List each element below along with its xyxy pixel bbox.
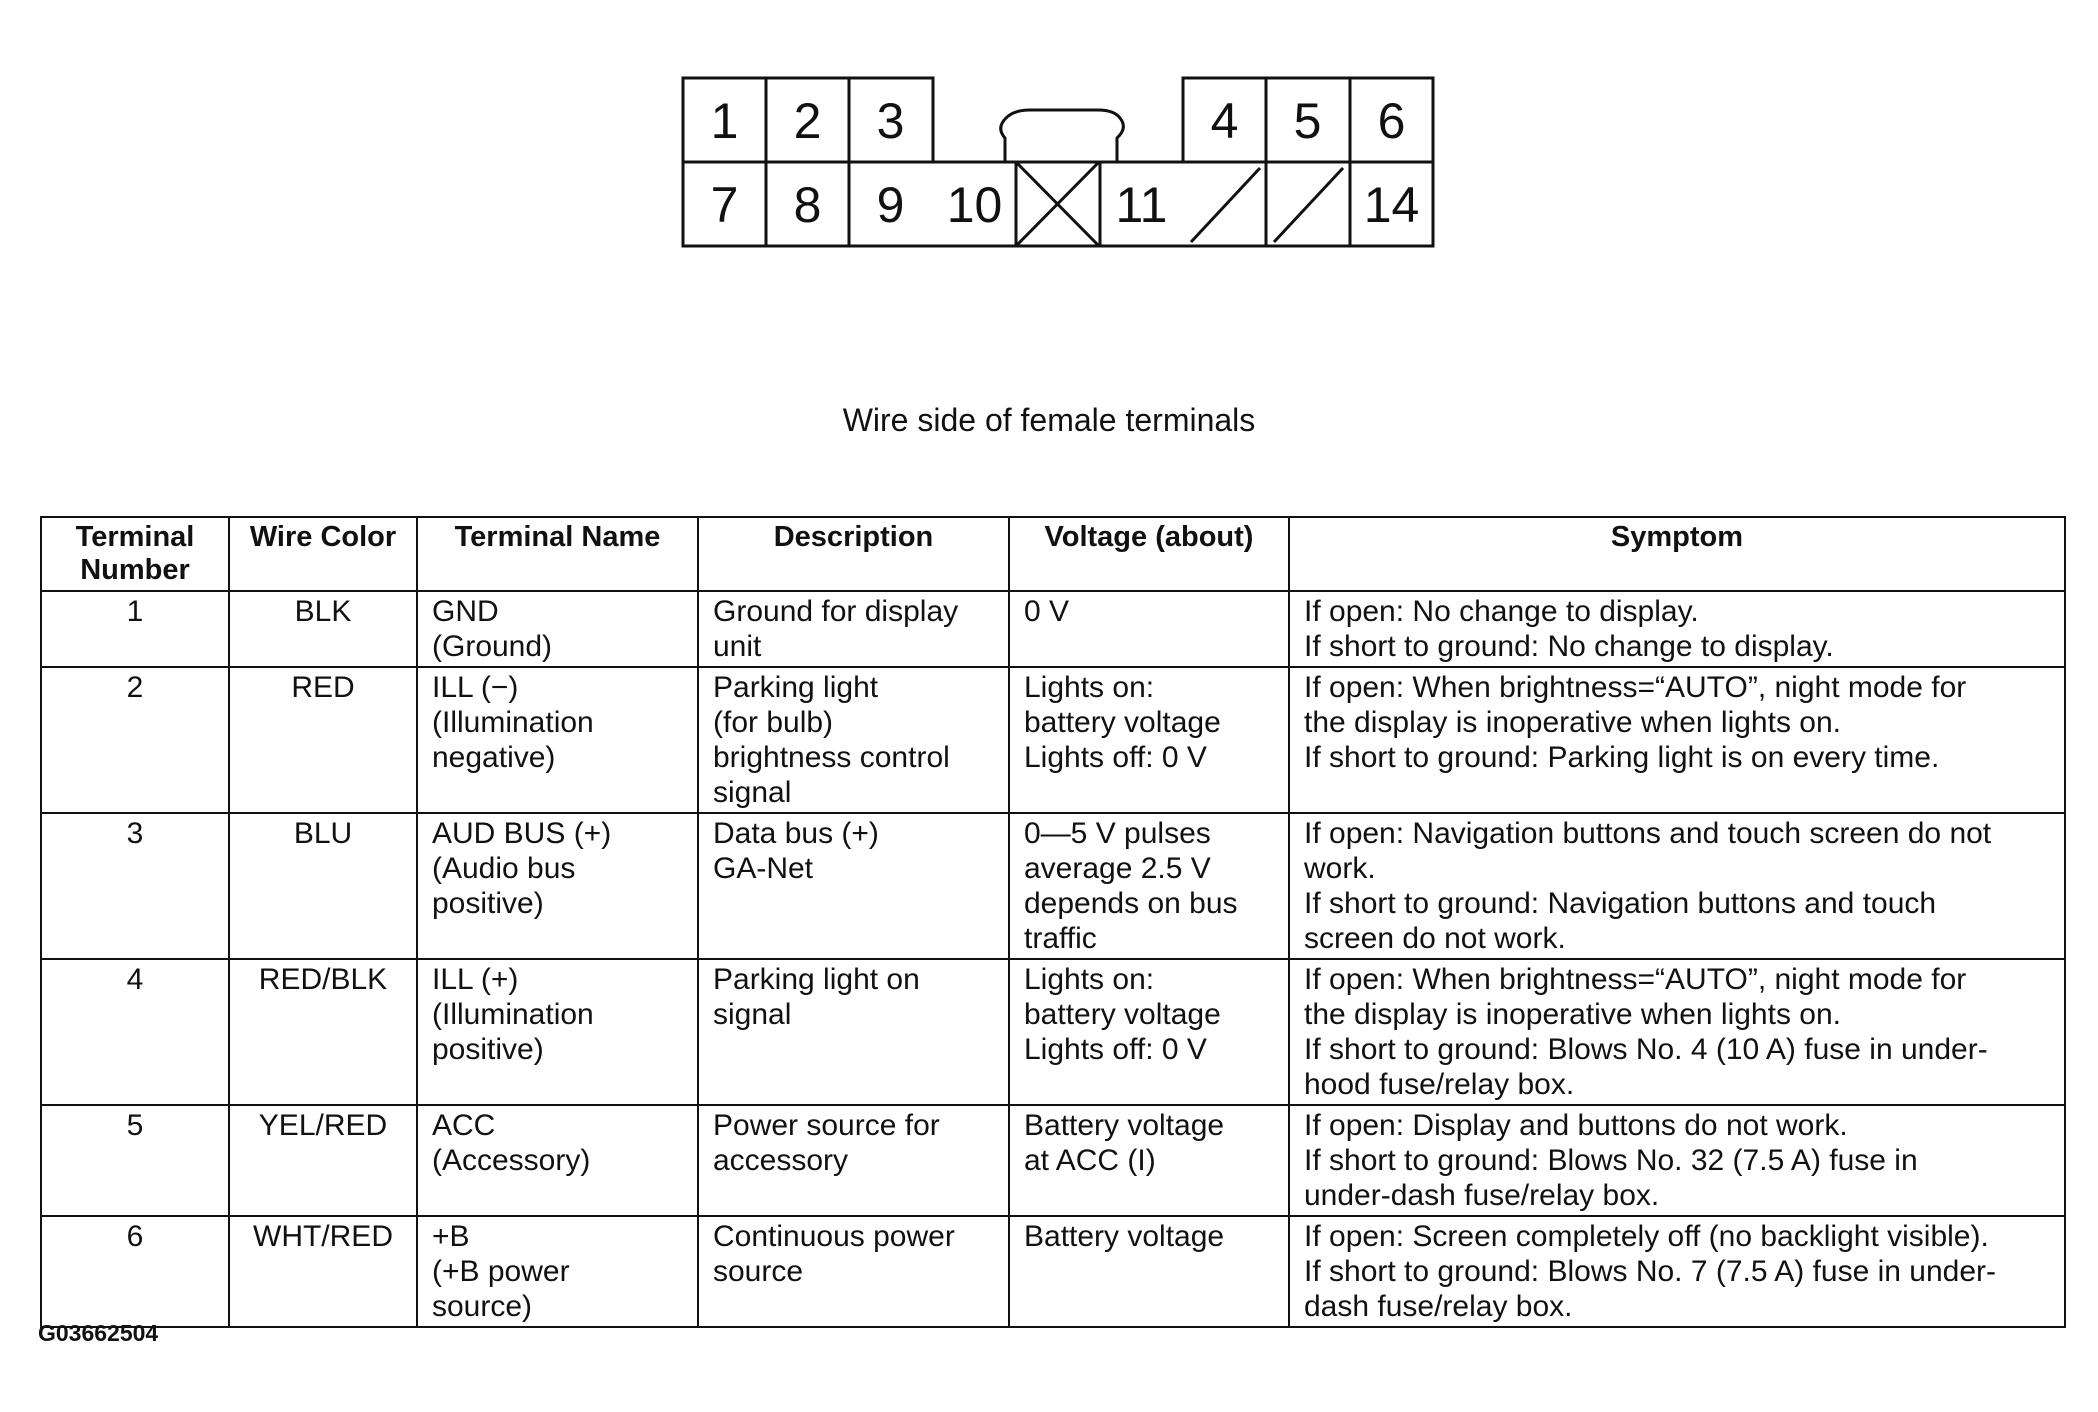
table-body (41, 591, 2065, 1327)
figure-code: G03662504 (38, 1320, 159, 1346)
cell-voltage-line: Lights on: (1024, 671, 1155, 704)
connector-latch (1001, 110, 1124, 162)
cell-wire-color: WHT/RED (229, 1216, 417, 1327)
cell-description (698, 1216, 1009, 1327)
cell-wire-color: RED/BLK (229, 959, 417, 1105)
cell-voltage-line: traffic (1024, 922, 1097, 955)
cell-wire-color: BLU (229, 813, 417, 959)
cell-voltage-line: Lights off: 0 V (1024, 1033, 1207, 1066)
cell-wire-color: RED (229, 667, 417, 813)
cell-symptom (1289, 959, 2065, 1105)
cell-terminal-name-line: (Audio bus (432, 852, 576, 885)
header-terminal-number (41, 517, 229, 591)
connector-caption: Wire side of female terminals (842, 402, 1256, 438)
table-row (41, 591, 2065, 667)
cell-symptom (1289, 667, 2065, 813)
cell-terminal-name-line: positive) (432, 887, 544, 920)
cell-terminal-name-line: source) (432, 1290, 533, 1323)
cell-description-line: Continuous power (713, 1220, 955, 1253)
connector-pin-7: 7 (710, 177, 739, 233)
table-row (41, 667, 2065, 813)
cell-voltage-line: Lights on: (1024, 963, 1155, 996)
connector-unused-cell-slash (1191, 168, 1260, 242)
cell-terminal-name-line: (Illumination (432, 998, 594, 1031)
cell-voltage-line: 0—5 V pulses (1024, 817, 1211, 850)
cell-description-line: Ground for display (713, 595, 959, 628)
cell-symptom-line: If open: Navigation buttons and touch screen do not (1304, 817, 1992, 850)
cell-voltage-line: Battery voltage (1024, 1109, 1225, 1142)
cell-terminal-number: 2 (41, 667, 229, 813)
header-voltage: Voltage (about) (1009, 517, 1289, 591)
cell-terminal-name-line: negative) (432, 741, 556, 774)
cell-voltage-line: battery voltage (1024, 998, 1221, 1031)
cell-description-line: Parking light (713, 671, 879, 704)
cell-symptom-line: If open: When brightness=“AUTO”, night mode for (1304, 963, 1967, 996)
header-terminal-number-line: Terminal (75, 521, 195, 553)
cell-description-line: GA-Net (713, 852, 814, 885)
cell-terminal-number: 1 (41, 591, 229, 667)
connector-pin-2: 2 (793, 93, 822, 149)
table-row (41, 1105, 2065, 1216)
cell-symptom-line: work. (1304, 852, 1376, 885)
cell-symptom-line: hood fuse/relay box. (1304, 1068, 1575, 1101)
header-symptom: Symptom (1289, 517, 2065, 591)
cell-terminal-name (417, 667, 698, 813)
cell-terminal-name-line: positive) (432, 1033, 544, 1066)
cell-terminal-number: 5 (41, 1105, 229, 1216)
table-row (41, 959, 2065, 1105)
connector-pin-3: 3 (876, 93, 905, 149)
terminal-table (40, 516, 2066, 1328)
table-row (41, 1216, 2065, 1327)
cell-symptom-line: If short to ground: Blows No. 4 (10 A) fuse in under- (1304, 1033, 1988, 1066)
cell-description-line: accessory (713, 1144, 849, 1177)
cell-description-line: signal (713, 998, 792, 1031)
cell-voltage-line: battery voltage (1024, 706, 1221, 739)
cell-terminal-name-line: +B (432, 1220, 470, 1253)
cell-voltage (1009, 591, 1289, 667)
cell-symptom-line: If open: No change to display. (1304, 595, 1699, 628)
cell-symptom (1289, 1105, 2065, 1216)
connector-unused-cell-slash (1274, 168, 1343, 242)
cell-description-line: (for bulb) (713, 706, 834, 739)
cell-terminal-name (417, 813, 698, 959)
cell-symptom-line: If short to ground: No change to display. (1304, 630, 1834, 663)
header-terminal-name: Terminal Name (417, 517, 698, 591)
connector-pin-1: 1 (710, 93, 739, 149)
cell-terminal-number: 4 (41, 959, 229, 1105)
cell-description-line: Data bus (+) (713, 817, 879, 850)
cell-description-line: Parking light on (713, 963, 920, 996)
cell-terminal-name-line: GND (432, 595, 499, 628)
cell-symptom-line: If short to ground: Blows No. 32 (7.5 A) fuse in (1304, 1144, 1918, 1177)
header-terminal-number-label (48, 521, 222, 587)
cell-symptom-line: under-dash fuse/relay box. (1304, 1179, 1660, 1212)
cell-terminal-name (417, 1216, 698, 1327)
cell-terminal-name-line: ILL (+) (432, 963, 519, 996)
cell-voltage (1009, 667, 1289, 813)
cell-symptom (1289, 813, 2065, 959)
cell-symptom-line: If open: Display and buttons do not work. (1304, 1109, 1848, 1142)
header-wire-color: Wire Color (229, 517, 417, 591)
cell-terminal-name (417, 959, 698, 1105)
connector-diagram (0, 0, 2098, 330)
cell-voltage (1009, 959, 1289, 1105)
cell-terminal-name-line: ILL (−) (432, 671, 519, 704)
header-description: Description (698, 517, 1009, 591)
cell-voltage-line: depends on bus (1024, 887, 1238, 920)
cell-symptom-line: the display is inoperative when lights on. (1304, 998, 1841, 1031)
connector-pin-11: 11 (1115, 177, 1168, 233)
cell-terminal-name-line: ACC (432, 1109, 496, 1142)
cell-symptom-line: If short to ground: Parking light is on every time. (1304, 741, 1940, 774)
cell-voltage-line: at ACC (I) (1024, 1144, 1156, 1177)
connector-pin-6: 6 (1377, 93, 1406, 149)
cell-description (698, 813, 1009, 959)
cell-terminal-name (417, 1105, 698, 1216)
table-row (41, 813, 2065, 959)
connector-pin-10: 10 (946, 177, 1003, 233)
cell-voltage (1009, 813, 1289, 959)
cell-terminal-name-line: (Ground) (432, 630, 553, 663)
cell-description-line: unit (713, 630, 762, 663)
connector-pin-4: 4 (1210, 93, 1239, 149)
cell-voltage-line: 0 V (1024, 595, 1070, 628)
cell-description-line: Power source for (713, 1109, 940, 1142)
cell-symptom-line: If open: When brightness=“AUTO”, night mode for (1304, 671, 1967, 704)
header-terminal-number-line: Number (80, 554, 190, 586)
cell-description (698, 667, 1009, 813)
connector-pin-9: 9 (876, 177, 905, 233)
cell-symptom-line: If short to ground: Blows No. 7 (7.5 A) fuse in under- (1304, 1255, 1997, 1288)
cell-terminal-number: 3 (41, 813, 229, 959)
cell-terminal-name-line: AUD BUS (+) (432, 817, 612, 850)
cell-voltage (1009, 1105, 1289, 1216)
cell-symptom-line: screen do not work. (1304, 922, 1566, 955)
cell-symptom-line: If short to ground: Navigation buttons and touch (1304, 887, 1937, 920)
cell-terminal-number: 6 (41, 1216, 229, 1327)
cell-terminal-name-line: (Accessory) (432, 1144, 591, 1177)
cell-symptom-line: the display is inoperative when lights on. (1304, 706, 1841, 739)
cell-symptom (1289, 1216, 2065, 1327)
connector-pin-5: 5 (1293, 93, 1322, 149)
cell-voltage-line: average 2.5 V (1024, 852, 1211, 885)
cell-terminal-name-line: (+B power (432, 1255, 570, 1288)
cell-voltage (1009, 1216, 1289, 1327)
cell-description-line: source (713, 1255, 804, 1288)
connector-pin-14: 14 (1363, 177, 1420, 233)
cell-symptom-line: If open: Screen completely off (no backlight visible). (1304, 1220, 1989, 1253)
table-header-row (41, 517, 2065, 591)
cell-description (698, 959, 1009, 1105)
cell-voltage-line: Lights off: 0 V (1024, 741, 1207, 774)
cell-description-line: signal (713, 776, 792, 809)
cell-description (698, 591, 1009, 667)
cell-symptom (1289, 591, 2065, 667)
cell-wire-color: YEL/RED (229, 1105, 417, 1216)
cell-description-line: brightness control (713, 741, 950, 774)
connector-pin-8: 8 (793, 177, 822, 233)
cell-terminal-name (417, 591, 698, 667)
cell-description (698, 1105, 1009, 1216)
cell-terminal-name-line: (Illumination (432, 706, 594, 739)
cell-voltage-line: Battery voltage (1024, 1220, 1225, 1253)
cell-symptom-line: dash fuse/relay box. (1304, 1290, 1573, 1323)
cell-wire-color: BLK (229, 591, 417, 667)
